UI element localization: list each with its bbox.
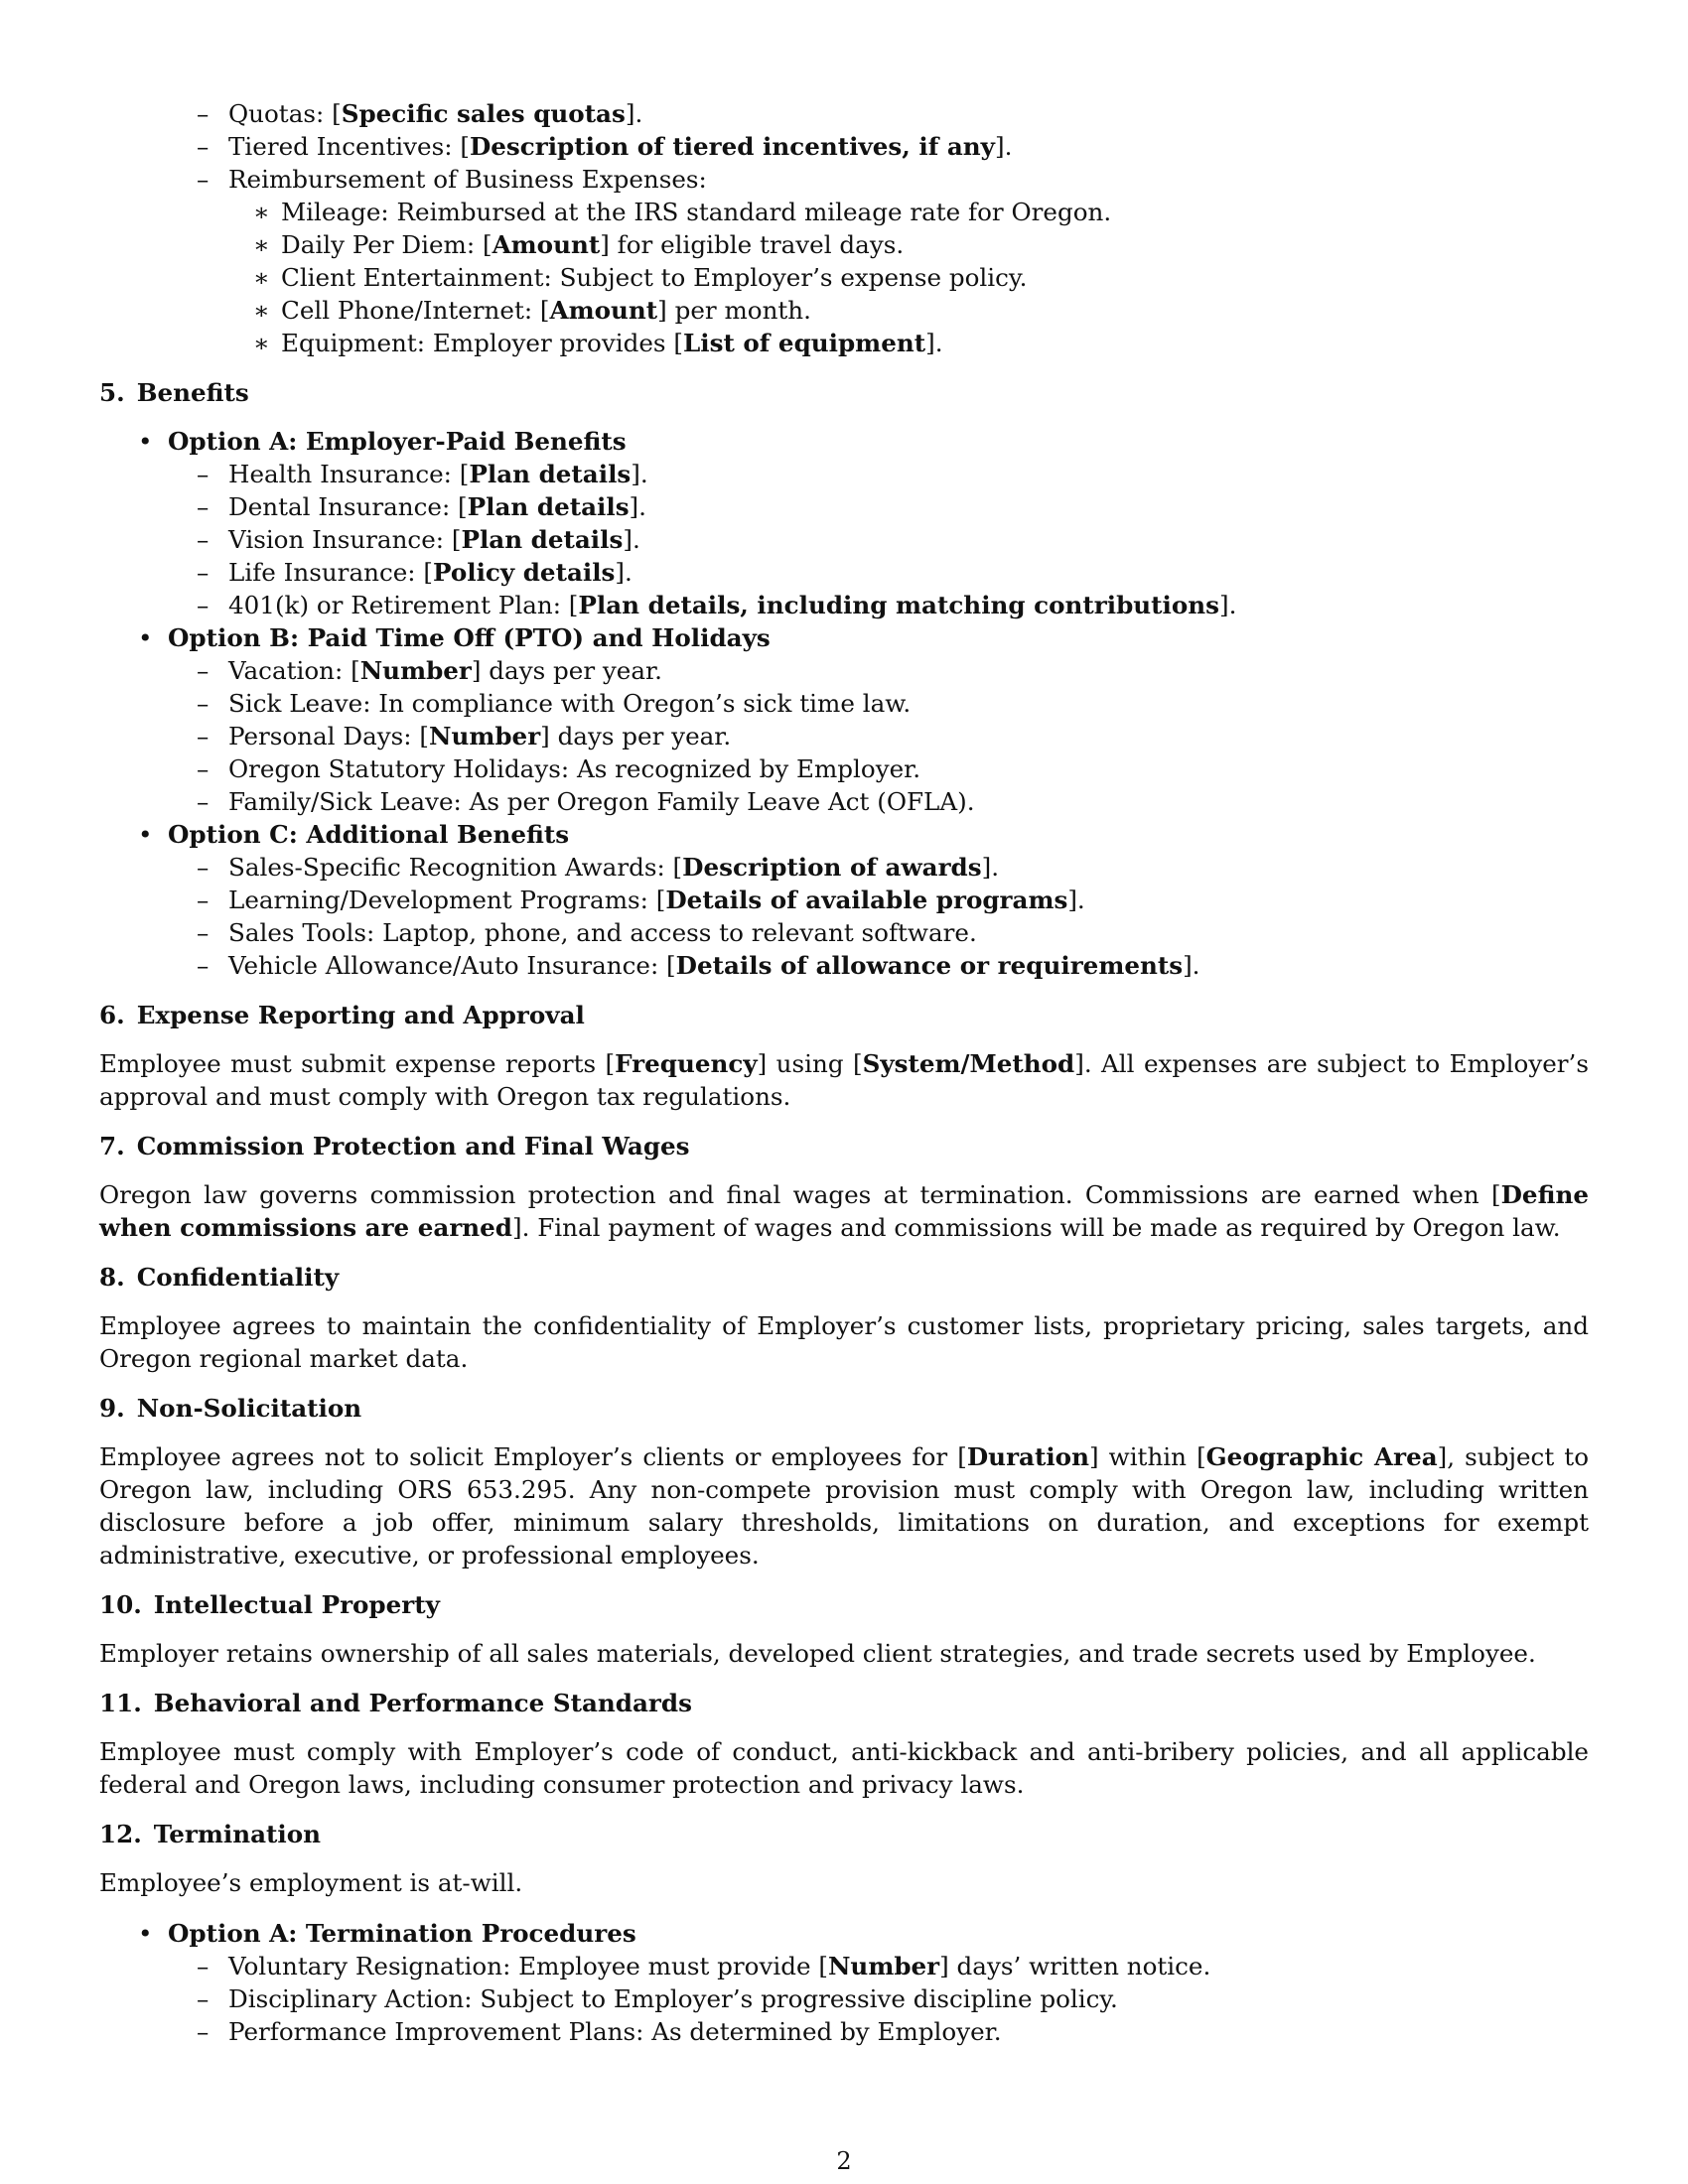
list-item-pip: – Performance Improvement Plans: As determined by Employer. (197, 2017, 1002, 2046)
list-item-cell-phone: ∗ Cell Phone/Internet: [Amount] per month. (253, 296, 811, 325)
list-item-dental: – Dental Insurance: [Plan details]. (197, 492, 646, 521)
list-item-equipment: ∗ Equipment: Employer provides [List of equipment]. (253, 329, 943, 357)
list-item-vacation: – Vacation: [Number] days per year. (197, 656, 662, 685)
list-item-vehicle: – Vehicle Allowance/Auto Insurance: [Details of allowance or requirements]. (197, 951, 1200, 980)
section-heading-confidentiality: 8. Confidentiality (99, 1263, 340, 1292)
list-item-learning: – Learning/Development Programs: [Details of available programs]. (197, 886, 1085, 914)
list-item-discipline: – Disciplinary Action: Subject to Employer’s progressive discipline policy. (197, 1984, 1118, 2013)
list-item-per-diem: ∗ Daily Per Diem: [Amount] for eligible travel days. (253, 230, 905, 259)
option-heading: • Option A: Employer-Paid Benefits (138, 427, 627, 456)
paragraph-termination: Employee’s employment is at-will. (99, 1868, 523, 1897)
list-item-reimbursement: – Reimbursement of Business Expenses: (197, 165, 707, 194)
section-heading-non-solicitation: 9. Non-Solicitation (99, 1394, 362, 1423)
list-item-holidays: – Oregon Statutory Holidays: As recognized by Employer. (197, 754, 921, 783)
list-item-client-entertainment: ∗ Client Entertainment: Subject to Employer’s expense policy. (253, 263, 1028, 292)
section-heading-commission: 7. Commission Protection and Final Wages (99, 1132, 690, 1160)
page-number: 2 (836, 2147, 852, 2175)
paragraph-expense-reporting: Employee must submit expense reports [Frequency] using [System/Method]. All expenses are subject to Employer’s approval and must comply with Oregon tax regulations. (99, 1049, 1589, 1111)
paragraph-commission: Oregon law governs commission protection and final wages at termination. Commissions are earned when [Define when commissions are earned]. Final payment of wages and commissions will be made as required by Oregon law. (99, 1180, 1589, 1242)
paragraph-intellectual-property: Employer retains ownership of all sales materials, developed client strategies, and trade secrets used by Employee. (99, 1639, 1536, 1668)
list-item-tiered: – Tiered Incentives: [Description of tiered incentives, if any]. (197, 132, 1013, 161)
option-heading: • Option C: Additional Benefits (138, 820, 570, 849)
list-item-life: – Life Insurance: [Policy details]. (197, 558, 633, 587)
section-heading-benefits: 5. Benefits (99, 378, 249, 407)
paragraph-non-solicitation: Employee agrees not to solicit Employer’s clients or employees for [Duration] within [Geographic Area], subject to Oregon law, including ORS 653.295. Any non-compete provision must comply with Oregon law, including written disclosure before a job offer, minimum salary thresholds, limitations on duration, and exceptions for exempt administrative, executive, or professional employees. (99, 1442, 1589, 1570)
section-heading-intellectual-property: 10. Intellectual Property (99, 1590, 440, 1619)
list-item-sick-leave: – Sick Leave: In compliance with Oregon’s sick time law. (197, 689, 912, 718)
document-page (99, 97, 1589, 2048)
list-item-quotas: – Quotas: [Specific sales quotas]. (197, 99, 643, 128)
list-item-vision: – Vision Insurance: [Plan details]. (197, 525, 640, 554)
paragraph-standards: Employee must comply with Employer’s code of conduct, anti-kickback and anti-bribery policies, and all applicable federal and Oregon laws, including consumer protection and privacy laws. (99, 1737, 1589, 1799)
list-item-personal-days: – Personal Days: [Number] days per year. (197, 722, 732, 751)
list-item-sales-tools: – Sales Tools: Laptop, phone, and access to relevant software. (197, 918, 977, 947)
list-item-mileage: ∗ Mileage: Reimbursed at the IRS standard mileage rate for Oregon. (253, 198, 1112, 226)
list-item-family-leave: – Family/Sick Leave: As per Oregon Family Leave Act (OFLA). (197, 787, 975, 816)
list-item-retirement: – 401(k) or Retirement Plan: [Plan details, including matching contributions]. (197, 591, 1237, 619)
list-item-resignation: – Voluntary Resignation: Employee must provide [Number] days’ written notice. (197, 1952, 1211, 1980)
section-heading-termination: 12. Termination (99, 1820, 322, 1848)
option-heading: • Option A: Termination Procedures (138, 1919, 636, 1948)
section-heading-expense-reporting: 6. Expense Reporting and Approval (99, 1001, 585, 1029)
section-heading-standards: 11. Behavioral and Performance Standards (99, 1689, 692, 1717)
option-heading: • Option B: Paid Time Off (PTO) and Holidays (138, 623, 771, 652)
list-item-awards: – Sales-Specific Recognition Awards: [Description of awards]. (197, 853, 1000, 882)
paragraph-confidentiality: Employee agrees to maintain the confidentiality of Employer’s customer lists, proprietary pricing, sales targets, and Oregon regional market data. (99, 1311, 1589, 1373)
list-item-health: – Health Insurance: [Plan details]. (197, 460, 648, 488)
